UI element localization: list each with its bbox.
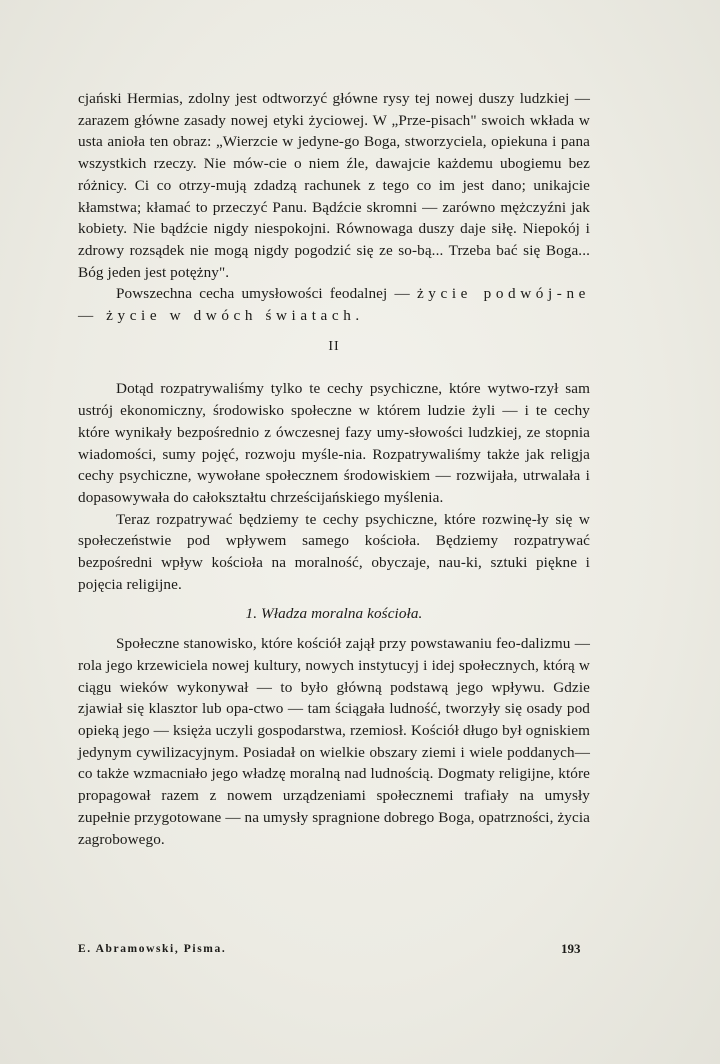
paragraph-feudal-mentality: [78, 283, 590, 326]
body-text: [78, 88, 590, 850]
paragraph-continuation: cjański Hermias, zdolny jest odtworzyć główne rysy tej nowej duszy ludzkiej — zarazem główne zasady nowej etyki życiowej. W „Prze-pisach" swoich wkłada w usta anioła ten obraz: „Wierzcie w jedyne-go Boga, stworzyciela, opiekuna i pana wszystkich rzeczy. Nie mów-cie o niem źle, dawajcie każdemu ubogiemu bez różnicy. Ci co otrzy-mują zdadzą rachunek z tego co im jest dano; unikajcie kłamstwa; kłamać to przeczyć Panu. Bądźcie skromni — zarówno mężczyźni jak kobiety. Nie bądźcie nigdy niespokojni. Równowaga duszy daje siłę. Niepokój i zdrowy rozsądek nie mogą nigdy pogodzić się ze so-bą... Trzeba bać się Boga... Bóg jeden jest potężny".: [78, 90, 590, 281]
spaced-emphasis-text: życie podwój-ne — życie w dwóch światach.: [78, 285, 590, 325]
section-numeral: II: [328, 338, 340, 354]
paragraph: Społeczne stanowisko, które kościół zajął przy powstawaniu feo-dalizmu — rola jego krzewiciela nowej kultury, nowych instytucyj i idej społecznych, którą w ciągu wieków wykonywał — to było główną podstawą jego wpływu. Gdzie zjawiał się klasztor lub opa-ctwo — tam ściągała ludność, tworzyły się osady pod opieką jego — księża uczyli gospodarstwa, rzemiosł. Kościół długo był ogniskiem jedynym cywilizacyjnym. Posiadał on wielkie obszary ziemi i wiele poddanych—co także wzmacniało jego władzę moralną nad ludnością. Dogmaty religijne, które propagował razem z nowem urządzeniami społecznemi trafiały na umysły zupełnie przygotowane — na umysły spragnione dobrego Boga, opatrzności, życia zagrobowego.: [78, 635, 590, 848]
paragraph: Dotąd rozpatrywaliśmy tylko te cechy psychiczne, które wytwo-rzył sam ustrój ekonomiczny, środowisko społeczne w którem ludzie żyli — i te cechy które wynikały bezpośrednio z ówczesnej fazy umy-słowości ludzkiej, ze stopnia wiadomości, sumy pojęć, rozwoju myśle-nia. Rozpatrywaliśmy także jak religja cechy psychiczne, wywołane społecznem środowiskiem — rozwijała, utrwalała i dopasowywała do całokształtu chrześcijańskiego myślenia.: [78, 380, 590, 506]
page-number: 193: [561, 941, 581, 956]
subsection-heading: 1. Władza moralna kościoła.: [245, 605, 423, 623]
paragraph: Teraz rozpatrywać będziemy te cechy psychiczne, które rozwinę-ły się w społeczeństwie pod wpływem samego kościoła. Będziemy rozpatrywać bezpośredni wpływ kościoła na moralność, obyczaje, nau-ki, sztuki piękne i pojęcia religijne.: [78, 510, 590, 593]
paragraph-lead-text: Powszechna cecha umysłowości feodalnej —: [116, 285, 417, 303]
footer-author-title: E. Abramowski, Pisma.: [78, 943, 227, 955]
